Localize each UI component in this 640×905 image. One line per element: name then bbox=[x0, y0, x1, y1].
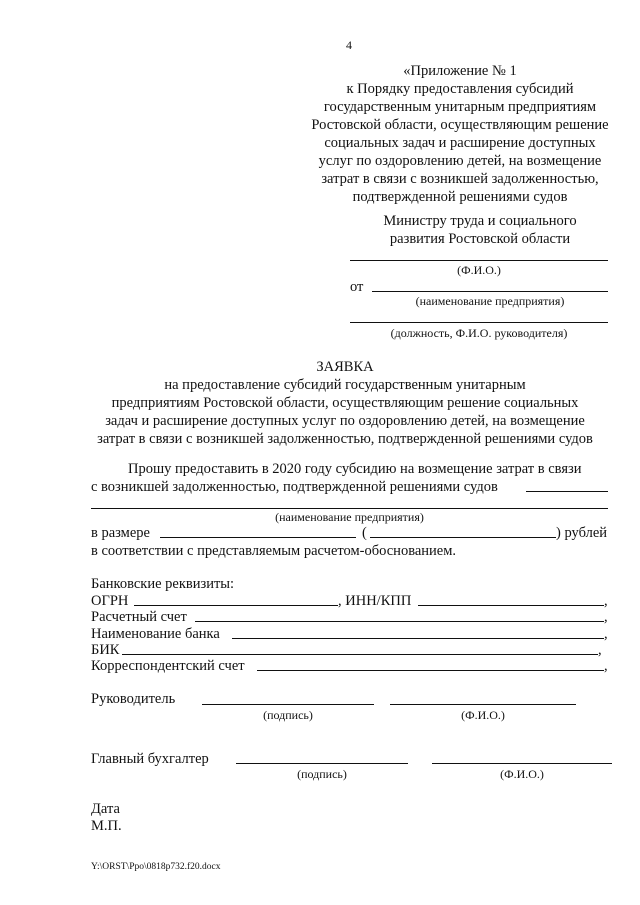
document-title bbox=[60, 358, 630, 448]
file-path: Y:\ORST\Ppo\0818p732.f20.docx bbox=[91, 862, 221, 872]
inn-kpp-label: , ИНН/КПП bbox=[338, 593, 412, 609]
bank-name-label: Наименование банка bbox=[91, 626, 220, 642]
head-fio-caption: (Ф.И.О.) bbox=[461, 708, 505, 722]
stamp-label: М.П. bbox=[91, 818, 122, 834]
page-number: 4 bbox=[346, 38, 352, 52]
bik-comma: , bbox=[598, 642, 602, 658]
bank-name-input[interactable] bbox=[232, 638, 604, 639]
head-fio-line[interactable] bbox=[390, 704, 576, 705]
amount-words-line[interactable] bbox=[370, 537, 556, 538]
title-line: на предоставление субсидий государственным унитарным bbox=[164, 377, 526, 393]
fio-line[interactable] bbox=[350, 260, 608, 261]
from-label: от bbox=[350, 279, 364, 295]
head-line[interactable] bbox=[350, 322, 608, 323]
title-heading: ЗАЯВКА bbox=[316, 359, 374, 375]
head-signature-line[interactable] bbox=[202, 704, 374, 705]
accountant-signature-line[interactable] bbox=[236, 763, 408, 764]
title-line: предприятиям Ростовской области, осуществляющим решение социальных bbox=[111, 395, 579, 411]
title-line: затрат в связи с возникшей задолженностью, подтвержденной решениями судов bbox=[97, 431, 593, 447]
request-blank-line[interactable] bbox=[526, 491, 608, 492]
bik-label: БИК bbox=[91, 642, 120, 658]
accountant-fio-line[interactable] bbox=[432, 763, 612, 764]
amount-suffix: ) рублей bbox=[556, 525, 608, 541]
addressee-block bbox=[340, 212, 620, 248]
addressee-line: Министру труда и социального bbox=[383, 213, 577, 229]
appendix-line: социальных задач и расширение доступных bbox=[324, 135, 596, 151]
bank-name-comma: , bbox=[604, 626, 608, 642]
account-label: Расчетный счет bbox=[91, 609, 187, 625]
inn-kpp-input[interactable] bbox=[418, 605, 604, 606]
organization-name-caption: (наименование предприятия) bbox=[275, 510, 424, 524]
organization-caption: (наименование предприятия) bbox=[415, 294, 565, 308]
accountant-signature-caption: (подпись) bbox=[297, 767, 347, 781]
basis-line: в соответствии с представляемым расчетом-обоснованием. bbox=[91, 543, 457, 559]
organization-name-line[interactable] bbox=[91, 508, 608, 509]
corr-account-input[interactable] bbox=[257, 670, 604, 671]
appendix-line: к Порядку предоставления субсидий bbox=[346, 81, 574, 97]
head-signature-label: Руководитель bbox=[91, 691, 176, 707]
accountant-fio-caption: (Ф.И.О.) bbox=[500, 767, 544, 781]
corr-account-comma: , bbox=[604, 658, 608, 674]
bik-input[interactable] bbox=[122, 654, 598, 655]
accountant-signature-label: Главный бухгалтер bbox=[91, 751, 209, 767]
head-signature-caption: (подпись) bbox=[263, 708, 313, 722]
appendix-line: подтвержденной решениями судов bbox=[352, 189, 568, 205]
amount-figures-line[interactable] bbox=[160, 537, 356, 538]
account-comma: , bbox=[604, 609, 608, 625]
bank-heading: Банковские реквизиты: bbox=[91, 576, 235, 592]
request-line-2: с возникшей задолженностью, подтвержденной решениями судов bbox=[91, 479, 498, 495]
ogrn-label: ОГРН bbox=[91, 593, 129, 609]
addressee-line: развития Ростовской области bbox=[389, 231, 571, 247]
organization-line[interactable] bbox=[372, 291, 608, 292]
appendix-line: Ростовской области, осуществляющим решение bbox=[311, 117, 609, 133]
amount-paren-open: ( bbox=[362, 525, 367, 541]
ogrn-input[interactable] bbox=[134, 605, 338, 606]
account-input[interactable] bbox=[195, 621, 604, 622]
corr-account-label: Корреспондентский счет bbox=[91, 658, 245, 674]
appendix-line: государственным унитарным предприятиям bbox=[323, 99, 597, 115]
appendix-line: затрат в связи с возникшей задолженностью, bbox=[321, 171, 599, 187]
title-line: задач и расширение доступных услуг по оздоровлению детей, на возмещение bbox=[105, 413, 585, 429]
ogrn-comma: , bbox=[604, 593, 608, 609]
fio-caption: (Ф.И.О.) bbox=[457, 263, 501, 277]
appendix-line: услуг по оздоровлению детей, на возмещение bbox=[318, 153, 602, 169]
appendix-line: «Приложение № 1 bbox=[403, 63, 517, 79]
request-line-1: Прошу предоставить в 2020 году субсидию на возмещение затрат в связи bbox=[128, 461, 582, 477]
head-caption: (должность, Ф.И.О. руководителя) bbox=[390, 326, 568, 340]
appendix-block bbox=[300, 62, 620, 206]
amount-prefix: в размере bbox=[91, 525, 150, 541]
date-label: Дата bbox=[91, 801, 120, 817]
